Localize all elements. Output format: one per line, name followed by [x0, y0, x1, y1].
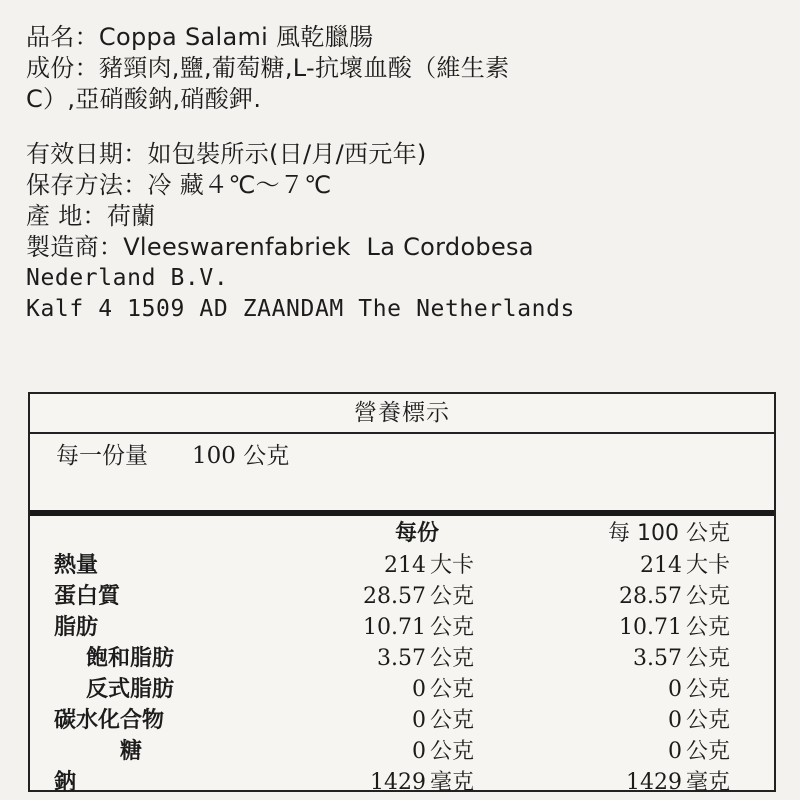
- per-serving-header: 每份: [394, 521, 439, 546]
- nutrient-row-trans-fat: [30, 674, 774, 705]
- nutrient-name: 蛋白質: [54, 584, 121, 609]
- ingredients-line: 成份：豬頸肉,鹽,葡萄糖,L-抗壞血酸（維生素: [26, 54, 510, 82]
- per-serving-value: 28.57 公克: [363, 584, 474, 609]
- per-100g-header: 每 100 公克: [608, 521, 730, 546]
- origin-line: 產 地：荷蘭: [26, 202, 156, 230]
- nutrition-column-headers: [30, 516, 774, 550]
- serving-size-label: 每一份量: [56, 443, 148, 469]
- per-serving-value: 0 公克: [411, 677, 474, 702]
- per-100g-value: 3.57 公克: [633, 646, 730, 671]
- per-serving-value: 10.71 公克: [363, 615, 474, 640]
- per-100g-value: 1429 毫克: [625, 770, 730, 795]
- per-100g-value: 10.71 公克: [619, 615, 730, 640]
- per-serving-value: 214 大卡: [383, 553, 474, 578]
- ingredients-line-cont: C）,亞硝酸鈉,硝酸鉀.: [26, 85, 262, 113]
- per-100g-value: 0 公克: [667, 708, 730, 733]
- storage-line: 保存方法：冷 藏４℃～７℃: [26, 171, 332, 199]
- nutrient-name: 飽和脂肪: [86, 646, 175, 671]
- nutrition-facts-panel: [28, 392, 776, 795]
- manufacturer-address: Kalf 4 1509 AD ZAANDAM The Netherlands: [26, 296, 575, 322]
- per-serving-value: 1429 毫克: [369, 770, 474, 795]
- nutrient-name: 反式脂肪: [86, 677, 175, 702]
- nutrient-row-energy: [30, 550, 774, 581]
- per-100g-value: 28.57 公克: [619, 584, 730, 609]
- nutrition-title: 營養標示: [30, 394, 774, 434]
- nutrient-name: 鈉: [54, 770, 77, 795]
- nutrient-row-protein: [30, 581, 774, 612]
- per-100g-value: 0 公克: [667, 739, 730, 764]
- nutrient-name: 碳水化合物: [54, 708, 165, 733]
- per-serving-value: 0 公克: [411, 739, 474, 764]
- per-100g-value: 214 大卡: [639, 553, 730, 578]
- nutrient-row-sugar: [30, 736, 774, 767]
- expiry-line: 有效日期：如包裝所示(日/月/西元年): [26, 140, 427, 168]
- product-info: [26, 22, 786, 325]
- nutrient-name: 糖: [120, 739, 143, 764]
- serving-size-row: [30, 434, 774, 516]
- nutrient-row-sodium: [30, 767, 774, 798]
- per-serving-value: 3.57 公克: [377, 646, 474, 671]
- per-serving-value: 0 公克: [411, 708, 474, 733]
- manufacturer-line: 製造商：Vleeswarenfabriek La Cordobesa: [26, 233, 534, 261]
- manufacturer-name-cont: Nederland B.V.: [26, 265, 229, 291]
- nutrition-table: [30, 516, 774, 798]
- nutrient-name: 脂肪: [54, 615, 99, 640]
- per-100g-value: 0 公克: [667, 677, 730, 702]
- nutrient-row-carbohydrate: [30, 705, 774, 736]
- nutrient-name: 熱量: [54, 553, 99, 578]
- nutrient-row-saturated-fat: [30, 643, 774, 674]
- serving-size-value: 100 公克: [192, 443, 290, 469]
- nutrient-row-fat: [30, 612, 774, 643]
- product-name-line: 品名：Coppa Salami 風乾臘腸: [26, 23, 374, 51]
